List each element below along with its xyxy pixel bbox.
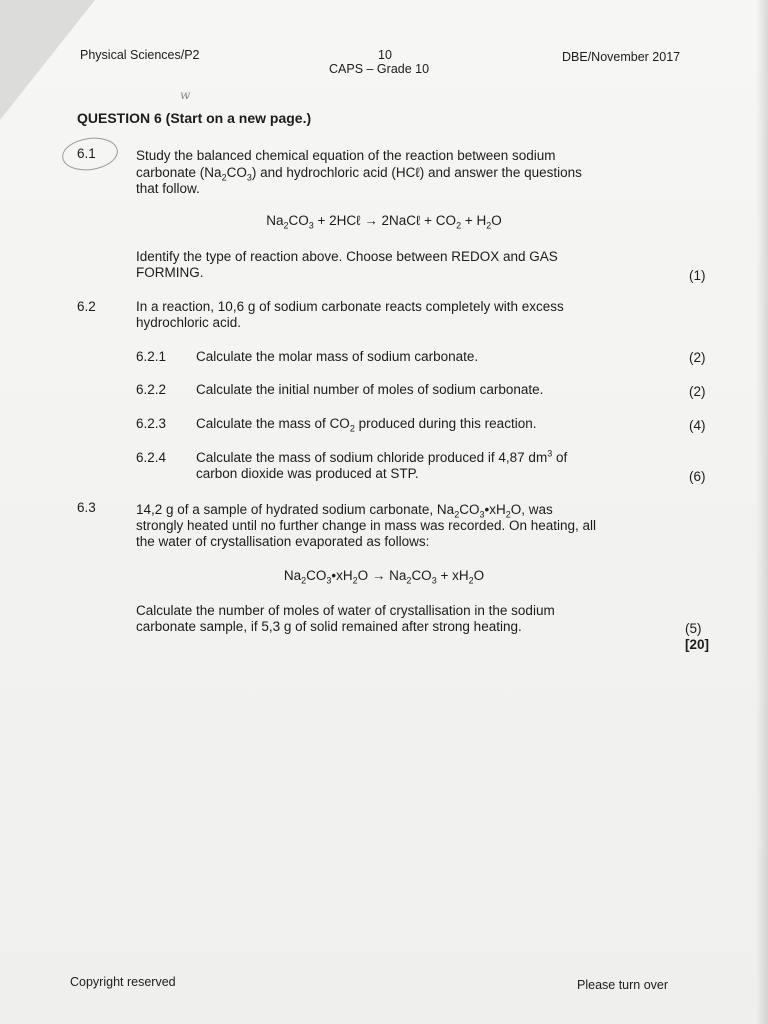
q62-number: 6.2 bbox=[77, 299, 96, 314]
q61-marks: (1) bbox=[689, 268, 706, 283]
header-caps-grade: CAPS – Grade 10 bbox=[329, 62, 430, 76]
q61-equation: $Na_2CO_3$ + 2HCℓ → 2NaCℓ + $CO_2 + H_2O$ bbox=[266, 213, 502, 231]
q61-number: 6.1 bbox=[77, 146, 96, 161]
q624-number: 6.2.4 bbox=[136, 450, 167, 465]
q624-marks: (6) bbox=[689, 469, 706, 484]
q61-identify-line2: FORMING. bbox=[136, 265, 204, 280]
q61-text-line1: Study the balanced chemical equation of the reaction between sodium bbox=[136, 148, 556, 163]
footer-turn-over: Please turn over bbox=[577, 978, 669, 992]
q621-number: 6.2.1 bbox=[136, 349, 167, 364]
header-exam-session: DBE/November 2017 bbox=[562, 50, 681, 64]
q621-marks: (2) bbox=[689, 350, 706, 365]
question-title: QUESTION 6 (Start on a new page.) bbox=[77, 110, 312, 126]
q63-number: 6.3 bbox=[77, 500, 96, 515]
q62-text-line1: In a reaction, 10,6 g of sodium carbonate reacts completely with excess bbox=[136, 299, 564, 314]
q63-text-line3: the water of crystallisation evaporated as follows: bbox=[136, 534, 430, 549]
q622-text: Calculate the initial number of moles of sodium carbonate. bbox=[196, 382, 544, 397]
footer-copyright: Copyright reserved bbox=[70, 975, 176, 989]
q624-text-line1: Calculate the mass of sodium chloride produced if 4,87 $dm^3$ of bbox=[196, 448, 568, 465]
q623-marks: (4) bbox=[689, 418, 706, 433]
q623-text: Calculate the mass of $CO_2$ produced during this reaction. bbox=[196, 416, 537, 434]
q62-text-line2: hydrochloric acid. bbox=[136, 315, 242, 330]
header-page-number: 10 bbox=[378, 48, 392, 62]
q63-marks: (5) bbox=[685, 621, 702, 636]
q61-text-line3: that follow. bbox=[136, 181, 200, 196]
question-total: [20] bbox=[685, 637, 710, 652]
q63-text-line2: strongly heated until no further change in mass was recorded. On heating, all bbox=[136, 518, 597, 533]
q61-text-line2: carbonate $(Na_2CO_3)$ and hydrochloric acid (HCℓ) and answer the questions bbox=[136, 165, 582, 183]
q621-text: Calculate the molar mass of sodium carbonate. bbox=[196, 349, 479, 364]
q622-marks: (2) bbox=[689, 384, 706, 399]
q63-equation: $Na_2CO_3•xH_2O \to Na_2CO_3 + xH_2O$ bbox=[283, 568, 485, 586]
page-edge-shadow bbox=[756, 0, 768, 1024]
q622-number: 6.2.2 bbox=[136, 382, 167, 397]
q63-calc-line1: Calculate the number of moles of water of crystallisation in the sodium bbox=[136, 603, 555, 618]
q63-calc-line2: carbonate sample, if 5,3 g of solid remained after strong heating. bbox=[136, 619, 522, 634]
q61-identify-line1: Identify the type of reaction above. Choose between REDOX and GAS bbox=[136, 249, 558, 264]
pencil-note: w bbox=[180, 88, 191, 102]
q623-number: 6.2.3 bbox=[136, 416, 167, 431]
q63-text-line1: 14,2 g of a sample of hydrated sodium carbonate, $Na_2CO_3•xH_2O$, was bbox=[136, 502, 553, 520]
header-subject: Physical Sciences/P2 bbox=[80, 48, 200, 62]
q624-text-line2: carbon dioxide was produced at STP. bbox=[196, 466, 419, 481]
